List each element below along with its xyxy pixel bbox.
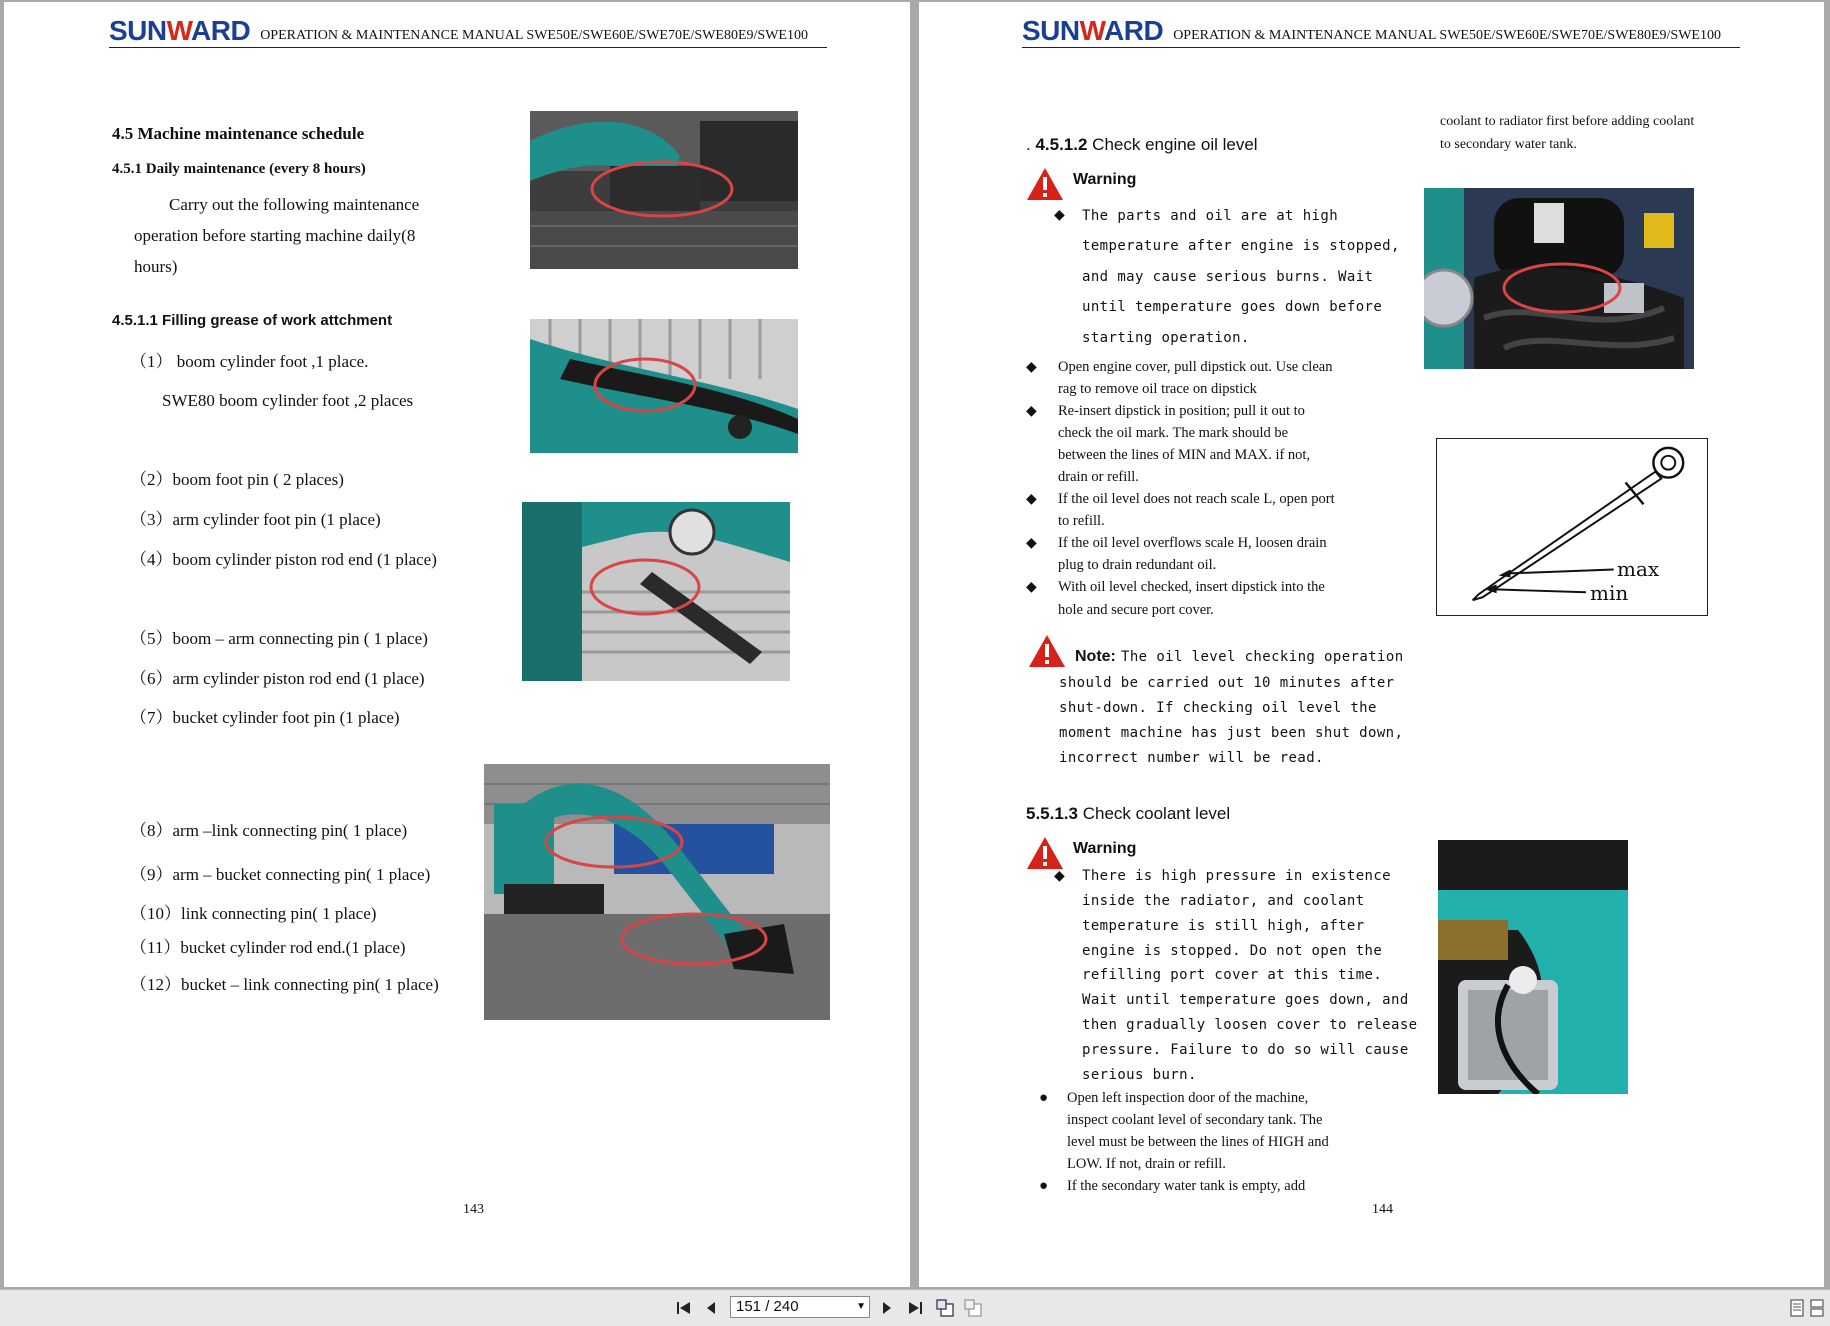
next-page-button[interactable] — [876, 1298, 898, 1318]
note-text: should be carried out 10 minutes after — [1059, 675, 1395, 691]
coolant-warning: pressure. Failure to do so will cause — [1082, 1042, 1409, 1058]
list-item: （7）bucket cylinder foot pin (1 place) — [130, 708, 400, 727]
right-page — [919, 2, 1824, 1287]
max-label: max — [1617, 557, 1660, 581]
page-number: 143 — [463, 1202, 484, 1217]
oil-step: to refill. — [1058, 513, 1105, 529]
oil-step: between the lines of MIN and MAX. if not, — [1058, 447, 1311, 463]
coolant-warning: then gradually loosen cover to release — [1082, 1017, 1418, 1033]
list-item: （5）boom – arm connecting pin ( 1 place) — [130, 629, 428, 648]
list-item: （10）link connecting pin( 1 place) — [130, 904, 377, 923]
oil-step: If the oil level does not reach scale L, open port — [1058, 491, 1335, 507]
warning-text: The parts and oil are at high — [1082, 208, 1339, 224]
note-text: incorrect number will be read. — [1059, 750, 1324, 766]
single-page-view-button[interactable] — [1786, 1298, 1808, 1318]
boom-cylinder-foot-photo — [530, 111, 798, 269]
oil-step: hole and secure port cover. — [1058, 602, 1214, 618]
oil-step: Re-insert dipstick in position; pull it out to — [1058, 403, 1305, 419]
first-page-button[interactable] — [673, 1298, 695, 1318]
dipstick-diagram — [1436, 438, 1708, 616]
coolant-heading: 5.5.1.3 Check coolant level — [1026, 804, 1231, 823]
note-text: The oil level checking operation — [1121, 649, 1404, 665]
note-text: shut-down. If checking oil level the — [1059, 700, 1377, 716]
single-page-icon — [1790, 1299, 1804, 1317]
continued-text: coolant to radiator first before adding coolant — [1440, 114, 1695, 129]
coolant-warning: serious burn. — [1082, 1067, 1197, 1083]
page-number: 144 — [1372, 1202, 1393, 1217]
oil-step: Open engine cover, pull dipstick out. Use clean — [1058, 359, 1333, 375]
grease-heading: 4.5.1.1 Filling grease of work attchment — [112, 312, 393, 329]
next-page-icon — [880, 1300, 894, 1316]
coolant-step: If the secondary water tank is empty, add — [1067, 1178, 1306, 1194]
list-item: （9）arm – bucket connecting pin( 1 place) — [130, 865, 431, 884]
continuous-view-button[interactable] — [1806, 1298, 1828, 1318]
page-selector[interactable] — [730, 1296, 870, 1318]
left-page — [4, 2, 910, 1287]
fit-page-icon — [963, 1299, 983, 1317]
list-item: （4）boom cylinder piston rod end (1 place) — [130, 550, 437, 569]
list-item: SWE80 boom cylinder foot ,2 places — [162, 391, 414, 410]
continuous-page-icon — [1810, 1299, 1824, 1317]
first-page-icon — [675, 1300, 693, 1316]
diamond-bullet: ◆ — [1054, 869, 1065, 884]
oil-step: If the oil level overflows scale H, loosen drain — [1058, 535, 1327, 551]
engine-photo — [1424, 188, 1694, 369]
list-item: （1） boom cylinder foot ,1 place. — [130, 352, 369, 371]
coolant-warning: refilling port cover at this time. — [1082, 967, 1383, 983]
section-heading: 4.5 Machine maintenance schedule — [112, 124, 365, 143]
page-header — [1022, 15, 1740, 48]
oil-step: rag to remove oil trace on dipstick — [1058, 381, 1257, 397]
list-item: （3）arm cylinder foot pin (1 place) — [130, 510, 381, 529]
note-label: Note: — [1075, 648, 1116, 665]
continued-text: to secondary water tank. — [1440, 137, 1577, 152]
manual-title: OPERATION & MAINTENANCE MANUAL SWE50E/SWE60E/SWE70E/SWE80E9/SWE100 — [1173, 28, 1721, 43]
coolant-warning: engine is stopped. Do not open the — [1082, 943, 1383, 959]
fit-page-button[interactable] — [962, 1298, 984, 1318]
min-label: min — [1590, 581, 1629, 605]
coolant-step: inspect coolant level of secondary tank. The — [1067, 1112, 1323, 1128]
warning-icon — [1026, 836, 1064, 870]
coolant-tank-photo — [1438, 840, 1628, 1094]
round-bullet: ● — [1039, 1090, 1049, 1106]
oil-step: check the oil mark. The mark should be — [1058, 425, 1289, 441]
list-item: （8）arm –link connecting pin( 1 place) — [130, 821, 408, 840]
coolant-warning: temperature is still high, after — [1082, 918, 1365, 934]
intro-line-3: hours) — [134, 257, 178, 276]
manual-title: OPERATION & MAINTENANCE MANUAL SWE50E/SWE60E/SWE70E/SWE80E9/SWE100 — [260, 28, 808, 43]
sunward-logo: SUNWARD — [1022, 15, 1164, 46]
warning-icon — [1028, 634, 1066, 668]
coolant-step: level must be between the lines of HIGH and — [1067, 1134, 1329, 1150]
subsection-heading: 4.5.1 Daily maintenance (every 8 hours) — [112, 161, 366, 177]
warning-text: until temperature goes down before — [1082, 299, 1383, 315]
excavator-arm-photo — [484, 764, 830, 1020]
oil-step: drain or refill. — [1058, 469, 1139, 485]
page-indicator: 151 / 240 — [736, 1298, 799, 1315]
viewer-toolbar — [0, 1289, 1830, 1326]
list-item: （11）bucket cylinder rod end.(1 place) — [130, 938, 406, 957]
diamond-bullet: ◆ — [1054, 208, 1065, 223]
page-layout-icon — [935, 1299, 955, 1317]
coolant-step: Open left inspection door of the machine, — [1067, 1090, 1309, 1106]
list-item: （2）boom foot pin ( 2 places) — [130, 470, 344, 489]
coolant-warning: There is high pressure in existence — [1082, 868, 1392, 884]
last-page-icon — [906, 1300, 924, 1316]
warning-label: Warning — [1073, 840, 1137, 857]
list-item: （12）bucket – link connecting pin( 1 place) — [130, 975, 439, 994]
intro-line-1: Carry out the following maintenance — [169, 195, 420, 214]
warning-text: starting operation. — [1082, 330, 1250, 346]
previous-page-icon — [704, 1300, 718, 1316]
diamond-bullet: ◆ — [1026, 360, 1037, 375]
warning-text: and may cause serious burns. Wait — [1082, 269, 1374, 285]
diamond-bullet: ◆ — [1026, 580, 1037, 595]
oil-step: plug to drain redundant oil. — [1058, 557, 1217, 573]
warning-icon — [1026, 167, 1064, 201]
coolant-warning: inside the radiator, and coolant — [1082, 893, 1365, 909]
boom-cylinder-photo — [530, 319, 798, 453]
warning-text: temperature after engine is stopped, — [1082, 238, 1400, 254]
diamond-bullet: ◆ — [1026, 536, 1037, 551]
oil-step: With oil level checked, insert dipstick into the — [1058, 579, 1325, 595]
warning-label: Warning — [1073, 171, 1137, 188]
intro-line-2: operation before starting machine daily(8 — [134, 226, 416, 245]
sunward-logo: SUNWARD — [109, 15, 251, 46]
previous-page-button[interactable] — [700, 1298, 722, 1318]
chevron-down-icon: ▼ — [856, 1301, 866, 1312]
note-text: moment machine has just been shut down, — [1059, 725, 1404, 741]
arm-cylinder-photo — [522, 502, 790, 681]
round-bullet: ● — [1039, 1178, 1049, 1194]
coolant-warning: Wait until temperature goes down, and — [1082, 992, 1409, 1008]
diamond-bullet: ◆ — [1026, 492, 1037, 507]
page-header — [109, 15, 827, 48]
last-page-button[interactable] — [904, 1298, 926, 1318]
rotate-page-button[interactable] — [934, 1298, 956, 1318]
oil-level-heading: . 4.5.1.2 Check engine oil level — [1026, 135, 1258, 154]
list-item: （6）arm cylinder piston rod end (1 place) — [130, 669, 425, 688]
diamond-bullet: ◆ — [1026, 404, 1037, 419]
coolant-step: LOW. If not, drain or refill. — [1067, 1156, 1226, 1172]
